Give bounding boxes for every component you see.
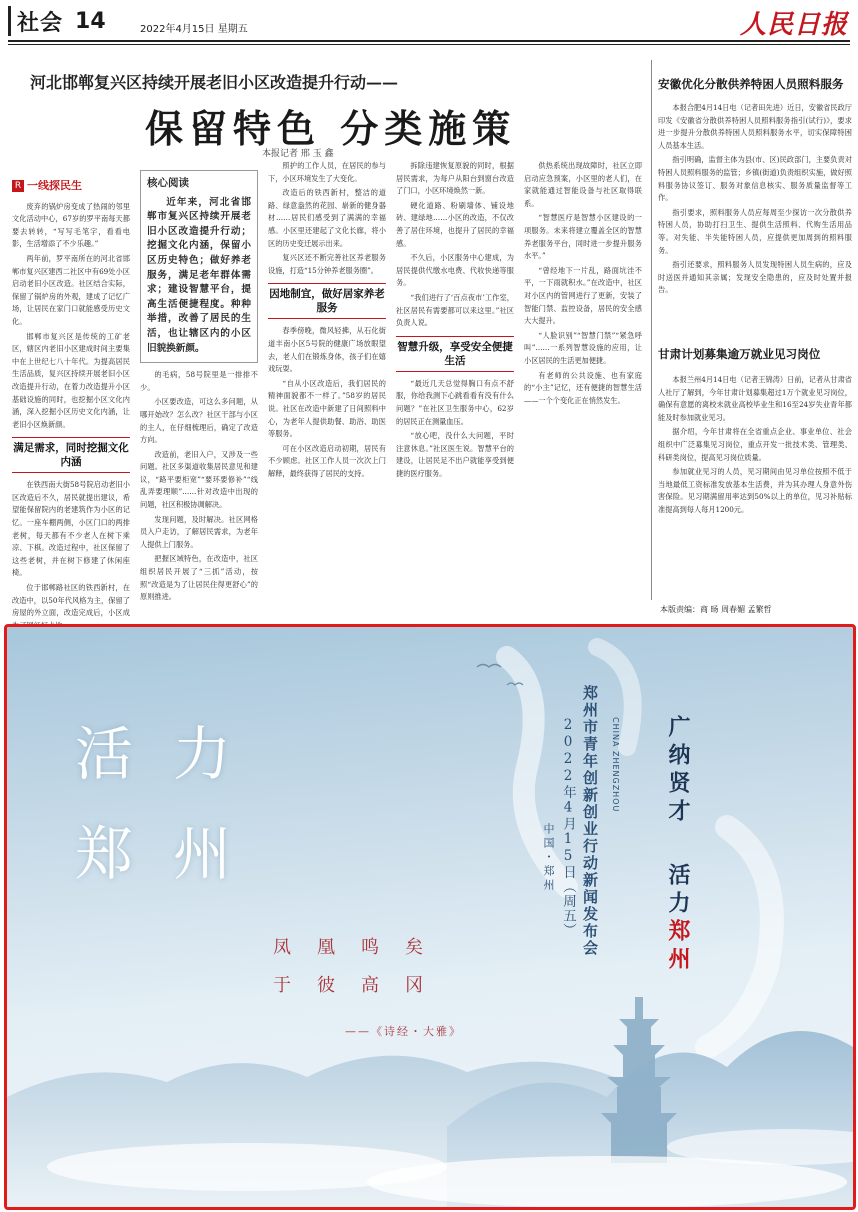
ad-slogan: 广纳贤才 — [665, 715, 691, 827]
paragraph: 指引要求，照料服务人员应每周至少探访一次分散供养特困人员，协助打扫卫生、提供生活照料、代购生活用品等。对失能、半失能特困人员，应提供更加周到的照料服务。 — [658, 207, 852, 255]
bird-icon — [477, 665, 501, 668]
ad-headline-vitality: 活力 — [75, 720, 272, 788]
paragraph: 指引还要求，照料服务人员发现特困人员生病的，应及时送医并通知其亲属；发现安全隐患的，应及时处置并报告。 — [658, 260, 852, 295]
paragraph: 不久后，小区服务中心建成，为居民提供代缴水电费、代收快递等服务。 — [396, 253, 514, 288]
paragraph: “自从小区改造后，我们居民的精神面貌都不一样了。”58岁的居民说。社区在改造中新建了日间照料中心，为老年人提供助餐、助浴、助医等服务。 — [268, 378, 386, 439]
paragraph: 有老师的公共设施、也有家庭的“小主”记忆，还有便捷的智慧生活——一个个变化正在悄然发生。 — [524, 370, 642, 405]
paragraph: 据介绍，今年甘肃将在全省重点企业、事业单位、社会组织中广泛募集见习岗位，重点开发一批技术类、管理类、科研类岗位，提高见习岗位质量。 — [658, 427, 852, 462]
pagoda-tower — [601, 997, 677, 1163]
paragraph: 拆除违建恢复原貌的同时，根据居民需求，为每户从阳台到窗台改造了门口，小区环境焕然一新。 — [396, 161, 514, 196]
page-number: 14 — [75, 8, 106, 34]
page-section-header — [8, 6, 157, 36]
ad-event-place: 中国・郑州 — [542, 823, 555, 893]
core-reading-title: 核心阅读 — [147, 177, 189, 189]
article-byline: 本报记者 邢 玉 鑫 — [262, 149, 334, 159]
paragraph: “最近几天总觉得胸口有点不舒服，你给我测下心跳看看有没有什么问题？”在社区卫生服务中心，62岁的居民正在测量血压。 — [396, 378, 514, 426]
calligraphy-stroke — [707, 827, 772, 1047]
paragraph: 的毛病，58号院里是一排排不少。 — [140, 370, 258, 392]
section-heading: 满足需求，同时挖掘文化内涵 — [12, 437, 130, 473]
core-reading-box — [140, 170, 258, 363]
news-brief-body — [658, 102, 852, 338]
section-heading: 因地制宜，做好居家养老服务 — [268, 283, 386, 319]
ad-poem-source: ——《诗经・大雅》 — [345, 1025, 462, 1038]
column-tag — [12, 180, 130, 193]
paragraph: 本报合肥4月14日电（记者田先进）近日，安徽省民政厅印发《安徽省分散供养特困人员照料服务指引(试行)》，要求进一步提升分散供养特困人员照料服务水平，切实保障特困人员基本生活。 — [658, 103, 852, 150]
paragraph: 改造后的铁西新村，整洁的道路、绿意盎然的花园、崭新的健身器材……居民们感受到了满满的幸福感。小区里还建起了文化长廊，将小区的历史变迁展示出来。 — [268, 188, 386, 248]
paragraph: 春季傍晚，微风轻拂，从石化街道丰南小区5号院的健康广场放眼望去，老人们在锻炼身体，孩子们在嬉戏玩耍。 — [268, 326, 386, 374]
paragraph: 硬化道路、粉刷墙体、铺设地砖、建绿地……小区的改造，不仅改善了居住环境，也提升了居民的幸福感。 — [396, 200, 514, 248]
ad-slogan-2 — [663, 863, 694, 975]
ad-event-date: 2022年4月15日（周五） — [560, 717, 576, 938]
header-divider-thin — [8, 44, 850, 45]
paragraph: “人脸识别”“智慧门禁”“紧急呼叫”……一系列智慧设施的应用，让小区居民的生活更加便捷。 — [524, 330, 642, 365]
column-tag-label: 一线探民生 — [27, 180, 82, 192]
header-divider — [8, 40, 850, 42]
paragraph: 供热系统出现故障时，社区立即启动应急预案，小区里的老人们，在家就能通过智能设备与社区取得联系。 — [524, 161, 642, 208]
paragraph: 指引明确，监督主体为县(市、区)民政部门，主要负责对特困人员照料服务的监管；乡镇(街道)负责组织实施，做好照料服务协议签订、服务对象信息核实、服务质量监督等工作。 — [658, 155, 852, 203]
advertisement — [4, 624, 856, 1210]
paragraph: 本报兰州4月14日电（记者王锦涛）日前，记者从甘肃省人社厅了解到，今年甘肃计划募集超过1万个就业见习岗位，确保有意愿的离校未就业高校毕业生和16至24岁失业青年都能及时参加就业见习。 — [658, 375, 852, 422]
paragraph: “放心吧，没什么大问题，平时注意休息。”社区医生说。智慧平台的建设，让居民足不出户就能享受到便捷的医疗服务。 — [396, 431, 514, 478]
news-brief-title: 安徽优化分散供养特困人员照料服务 — [658, 77, 844, 91]
paragraph: 可在小区改造启动初期，居民有不少顾虑。社区工作人员一次次上门解释，最终获得了居民的支持。 — [268, 443, 386, 478]
paragraph: 照护的工作人员，在居民的参与下，小区环境发生了大变化。 — [268, 161, 386, 183]
paragraph: 小区要改造，可这么多问题，从哪开始改？怎么改？社区干部与小区的主人，在仔细梳理后，确定了改造方向。 — [140, 397, 258, 445]
ad-slogan-part: 活力 — [665, 863, 691, 919]
ad-slogan-highlight: 郑州 — [665, 919, 691, 975]
column-divider — [651, 60, 652, 600]
newspaper-logo: 人民日报 — [739, 10, 848, 40]
ad-headline-zhengzhou: 郑州 — [75, 820, 272, 888]
article-kicker: 河北邯郸复兴区持续开展老旧小区改造提升行动—— — [30, 73, 399, 92]
section-name: 社会 — [17, 10, 64, 36]
ad-event-title: 郑州市青年创新创业行动新闻发布会 — [581, 685, 599, 957]
paragraph: “智慧医疗是智慧小区建设的一项服务。未来将建立覆盖全区的智慧养老服务平台，同时进一步提升服务水平。” — [524, 213, 642, 261]
paragraph: 位于邯郸路社区的铁西新村，在改造中，以50年代风格为主，保留了房屋的外立面，改造完成后，小区成 — [12, 583, 130, 618]
core-reading-text: 近年来，河北省邯郸市复兴区持续开展老旧小区改造提升行动；挖掘文化内涵，保留小区历史特色；做好养老服务，满足老年群体需求；建设智慧平台，提高生活便捷程度。种种举措，改善了居民的生活，也让辖区内的小区旧貌换新颜。 — [147, 196, 251, 354]
ad-poem-line: 于彼高冈 — [273, 975, 449, 996]
news-brief-title: 甘肃计划募集逾万就业见习岗位 — [658, 347, 821, 361]
ad-english-label: CHINA ZHENGZHOU — [611, 717, 620, 813]
tag-icon: R — [12, 180, 24, 192]
paragraph: 发现问题，及时解决。社区网格员入户走访，了解居民需求，为老年人提供上门服务。 — [140, 514, 258, 549]
paragraph: 参加就业见习的人员，见习期间由见习单位按照不低于当地最低工资标准发放基本生活费，并为其办理人身意外伤害保险。见习期满留用率达到50%以上的单位，见习补贴标准提高到每人每月1200元。 — [658, 467, 852, 514]
paragraph: “我们进行了‘百点夜市’工作室，社区居民有需要都可以来这里。”社区负责人说。 — [396, 292, 514, 328]
section-heading: 智慧升级，享受安全便捷生活 — [396, 336, 514, 372]
page-editors: 本版责编：商 旸 周春媚 孟繁哲 — [660, 605, 772, 614]
issue-date: 2022年4月15日 星期五 — [140, 24, 248, 35]
paragraph: 两年前，罗平南所在的河北省邯郸市复兴区建西二社区中有69处小区启动老旧小区改造。社区结合实际，保留了锅炉房的外观，建成了记忆广场，让居民在家门口就能感受历史文化。 — [12, 253, 130, 326]
article-headline: 保留特色 分类施策 — [145, 106, 517, 151]
paragraph: 邯郸市复兴区是传统的工矿老区，辖区内老旧小区建成时间主要集中在上世纪七八十年代。为提高居民生活品质，复兴区持续开展老旧小区改造提升行动，在着力改造提升小区基础设施的同时，也挖掘小区文化内涵，深入挖掘小区历史文化内涵，让老旧小区焕新颜。 — [12, 331, 130, 429]
paragraph: 改造前，老旧入户，又涉及一些问题。社区多渠道收集居民意见和建议，“路平要柜宽”“要环要修补”“线乱弄要理顺”……针对改造中出现的问题，社区积极协调解决。 — [140, 449, 258, 510]
news-brief-body — [658, 374, 852, 592]
paragraph: 把握区域特色，在改造中，社区组织居民开展了“三抓”活动，按照“改造是为了让居民住得更舒心”的原则推进。 — [140, 554, 258, 602]
paragraph: 废弃的锅炉房变成了热闹的邻里文化活动中心，67岁的罗平南每天都要去转转，“写写毛笔字，看看电影，生活增添了不少乐趣。” — [12, 201, 130, 249]
paragraph: “曾经地下一片乱，路面坑洼不平，一下雨就积水。”在改造中，社区对小区内的管网进行了更新，安装了智能门禁、监控设备，居民的安全感大大提升。 — [524, 265, 642, 326]
paragraph: 复兴区还不断完善社区养老服务设施，打造“15分钟养老服务圈”。 — [268, 253, 386, 275]
paragraph: 在铁西南大街58号院启动老旧小区改造后不久，居民就提出建议，希望能保留院内的老建筑作为小区的记忆。一座车棚两侧，小区门口的两排老树，每天都有不少老人在树下乘凉、下棋。改造过程中，社区保留了这些老树，并在树下修建了休闲座椅。 — [12, 480, 130, 578]
ad-poem-line: 凤凰鸣矣 — [273, 937, 449, 958]
